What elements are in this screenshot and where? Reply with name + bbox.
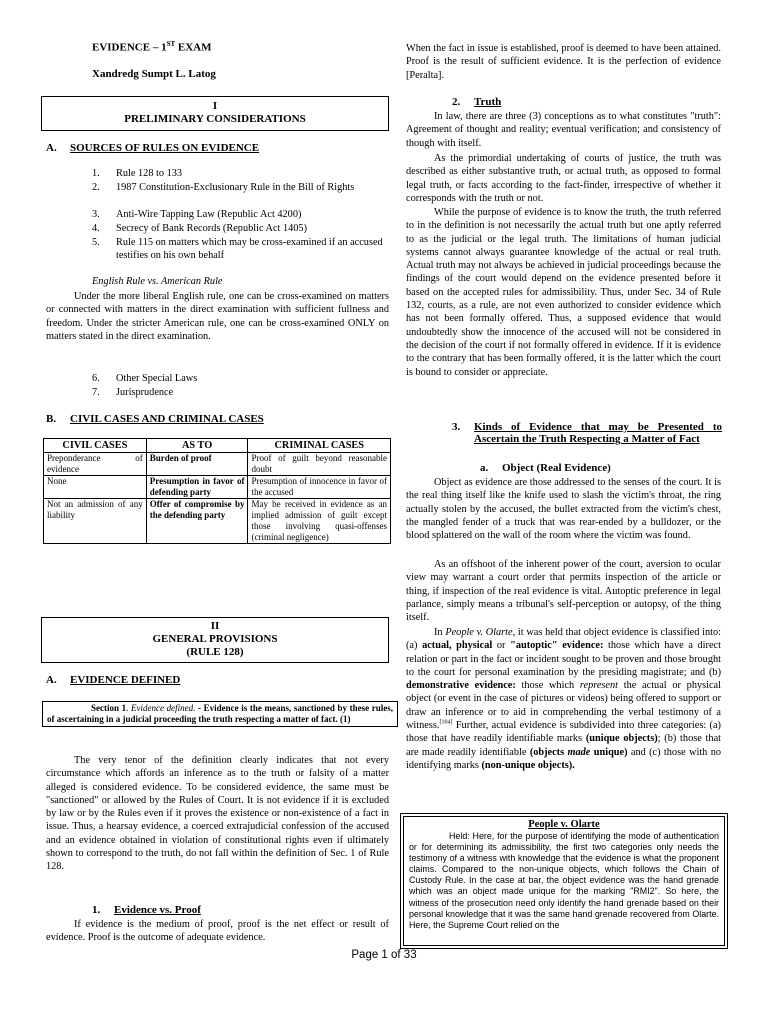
footnote-marker: [104] bbox=[439, 719, 453, 726]
case-digest-inner bbox=[403, 816, 725, 946]
table-cell: May be received in evidence as an implied admission of guilt except those involving quasi-offenses (criminal negligence) bbox=[248, 499, 391, 544]
truth-paragraph-3: While the purpose of evidence is to know the truth, the truth referred to in the definition is not necessarily the actual truth but one aptly referred to as the judicial or the legal truth. The limitations of human judicial systems cannot always guarantee knowledge of the actual or real truth. Actual truth may not always be achieved in judicial proceedings because the findings of the court would depend on the evidence presented before it based on the accepted rules for admissibility. Thus, under Sec. 34 of Rule 132, courts, as a rule, are not even authorized to consider evidence which has not been formally offered. Thus, a supposed evidence that would undoubtedly show the innocence of the accused will not be considered in the decision of the court if not formally offered in evidence. If it is evidence to the contrary that has been formally offered, it is the latter which the court is bound to consider or appreciate. bbox=[406, 207, 721, 378]
evidence-vs-proof-continuation: When the fact in issue is established, proof is deemed to have been attained. Proof is the result of sufficient evidence. It is the perfection of evidence [Peralta]. bbox=[406, 43, 721, 81]
part-one-heading-box bbox=[41, 96, 389, 131]
table-cell: Presumption of innocence in favor of the accused bbox=[248, 476, 391, 499]
table-cell: Burden of proof bbox=[146, 453, 248, 476]
kinds-of-evidence-heading: 3. Kinds of Evidence that may be Presented to Ascertain the Truth Respecting a Matter of Fact bbox=[452, 421, 722, 445]
table-cell: Proof of guilt beyond reasonable doubt bbox=[248, 453, 391, 476]
table-header-row bbox=[44, 439, 391, 453]
part-one-title: PRELIMINARY CONSIDERATIONS bbox=[124, 113, 306, 125]
table-cell: Presumption in favor of defending party bbox=[146, 476, 248, 499]
definition-section-label: Section 1 bbox=[91, 703, 127, 713]
evidence-vs-proof-heading: 1. Evidence vs. Proof bbox=[92, 904, 201, 916]
part-two-heading-box bbox=[41, 617, 389, 663]
table-cell: Offer of compromise by the defending party bbox=[146, 499, 248, 544]
evidence-defined-paragraph: The very tenor of the definition clearly indicates that not every circumstance which affords an inference as to the truth or falsity of a matter alleged is considered evidence. To be considered evidence, the same must be "sanctioned" or allowed by the Rules of Court. It is not evidence if it is excluded by law or by the Rules even if it proves the existence or non-existence of a fact in issue. Thus, a hearsay evidence, a coerced extrajudicial confession of the accused and an evidence obtained in violation of constitutional rights even if ultimately shown to correspond to the truth, do not fall within the definition of Sec. 1 of Rule 128. bbox=[46, 755, 389, 873]
object-evidence-paragraph-2: As an offshoot of the inherent power of the court, aversion to ocular view may warrant a court order that permits inspection of the article or thing, if inspection of the real evidence is vital. Autoptic preference in legal parlance, simply means a tribunal's self-perception or autopsy, of the thing itself. bbox=[406, 559, 721, 624]
list-item: 4. Secrecy of Bank Records (Republic Act 1405) bbox=[92, 223, 308, 234]
table-row bbox=[44, 476, 391, 499]
section-a-heading: A. SOURCES OF RULES ON EVIDENCE bbox=[46, 142, 260, 154]
definition-text: - Evidence is the means, sanctioned by these rules, of ascertaining in a judicial proceeding the truth respecting a matter of fact. (1) bbox=[47, 703, 394, 724]
part-one-numeral: I bbox=[212, 100, 218, 112]
list-item: 5. Rule 115 on matters which may be cross-examined if an accused testifies on his own behalf bbox=[92, 237, 383, 262]
table-header-cell: AS TO bbox=[146, 439, 248, 453]
part-two-subtitle: (RULE 128) bbox=[186, 646, 244, 658]
evidence-vs-proof-paragraph: If evidence is the medium of proof, proof is the net effect or result of evidence. Proof is the outcome of adequate evidence. bbox=[46, 919, 389, 944]
table-cell: None bbox=[44, 476, 147, 499]
case-digest-title: People v. Olarte bbox=[528, 819, 600, 830]
english-rule-heading: English Rule vs. American Rule bbox=[92, 276, 223, 287]
table-row bbox=[44, 453, 391, 476]
section-b-heading: B. CIVIL CASES AND CRIMINAL CASES bbox=[46, 413, 264, 425]
civil-criminal-comparison-table bbox=[43, 438, 391, 544]
rule-definition-box: Section 1. Evidence defined. - Evidence is the means, sanctioned by these rules, of ascertaining in a judicial proceeding the truth respecting a matter of fact. (1) bbox=[42, 701, 398, 727]
table-row bbox=[44, 499, 391, 544]
object-evidence-heading: a. Object (Real Evidence) bbox=[480, 462, 611, 474]
document-title: EVIDENCE – 1ST EXAM bbox=[92, 40, 212, 54]
object-evidence-paragraph-3: In People v. Olarte, it was held that object evidence is classified into: (a) actual, physical or "autoptic" evidence: those which have a direct relation or part in the fact or incident sought to be proven and those brought to the court for personal examination by the presiding magistrate; and (b) demonstrative evidence: those which represent the actual or physical object (or event in the case of pictures or videos) being offered to support or draw an inference or to aid in comprehending the verbal testimony of a witness.[104] Further, actual evidence is subdivided into three categories: (a) those that have readily identifiable marks (unique objects); (b) those that are made readily identifiable (objects made unique) and (c) those with no identifying marks (non-unique objects). bbox=[406, 627, 722, 771]
part-two-title: GENERAL PROVISIONS bbox=[152, 633, 278, 645]
truth-heading: 2. Truth bbox=[452, 96, 502, 108]
evidence-defined-heading: A. EVIDENCE DEFINED bbox=[46, 674, 181, 686]
english-rule-paragraph: Under the more liberal English rule, one can be cross-examined on matters or connected with matters in the direct examination with sufficient fullness and freedom. Under the stricter American rule, one can be cross-examined ONLY on matters stated in the direct examination. bbox=[46, 291, 389, 342]
list-item: 1. Rule 128 to 133 bbox=[92, 168, 183, 179]
table-cell: Preponderance of evidence bbox=[44, 453, 147, 476]
definition-italic: Evidence defined. bbox=[131, 703, 196, 713]
document-author: Xandredg Sumpt L. Latog bbox=[92, 68, 216, 80]
case-digest-box bbox=[400, 813, 728, 949]
list-item: 3. Anti-Wire Tapping Law (Republic Act 4200) bbox=[92, 209, 302, 220]
object-evidence-paragraph-1: Object as evidence are those addressed to the senses of the court. It is the real thing itself like the knife used to slash the victim's throat, the ring actually stolen by the accused, the bullet extracted from the victim's chest, the mangled fender of a truck that was rear-ended by a bulldozer, or the blood splattered on the wall of the room where the victim was found. bbox=[406, 477, 721, 542]
table-header-cell: CIVIL CASES bbox=[44, 439, 147, 453]
list-item: 6. Other Special Laws bbox=[92, 373, 198, 384]
table-header-cell: CRIMINAL CASES bbox=[248, 439, 391, 453]
page-number: Page 1 of 33 bbox=[351, 949, 417, 961]
truth-paragraph-1: In law, there are three (3) conceptions as to what constitutes "truth": Agreement of thought and reality; eventual verification; and consistency of though with itself. bbox=[406, 111, 721, 149]
part-two-numeral: II bbox=[210, 620, 220, 632]
truth-paragraph-2: As the primordial undertaking of courts of justice, the truth was described as either substantive truth, or actual truth, as opposed to formal legal truth, or facts according to the fact-finder, irrespective of whether it corresponds with the truth or not. bbox=[406, 153, 721, 204]
table-cell: Not an admission of any liability bbox=[44, 499, 147, 544]
list-item: 7. Jurisprudence bbox=[92, 387, 174, 398]
list-item: 2. 1987 Constitution-Exclusionary Rule in the Bill of Rights bbox=[92, 182, 355, 193]
case-digest-text: Held: Here, for the purpose of identifying the mode of authentication or for determining its admissibility, the first two categories only needs the testimony of a witness with knowledge that the evidence is what the proponent claims. Compared to the non-unique objects, which follows the Chain of Custody Rule. In the case at bar, the object evidence was the hand grenade which was an object made unique for the marking "RMI2". So here, the witness of the prosecution need only identify the hand grenade based on their personal knowledge that it was the same hand grenade recovered from Olarte. Here, the Supreme Court relied on the bbox=[409, 831, 719, 930]
